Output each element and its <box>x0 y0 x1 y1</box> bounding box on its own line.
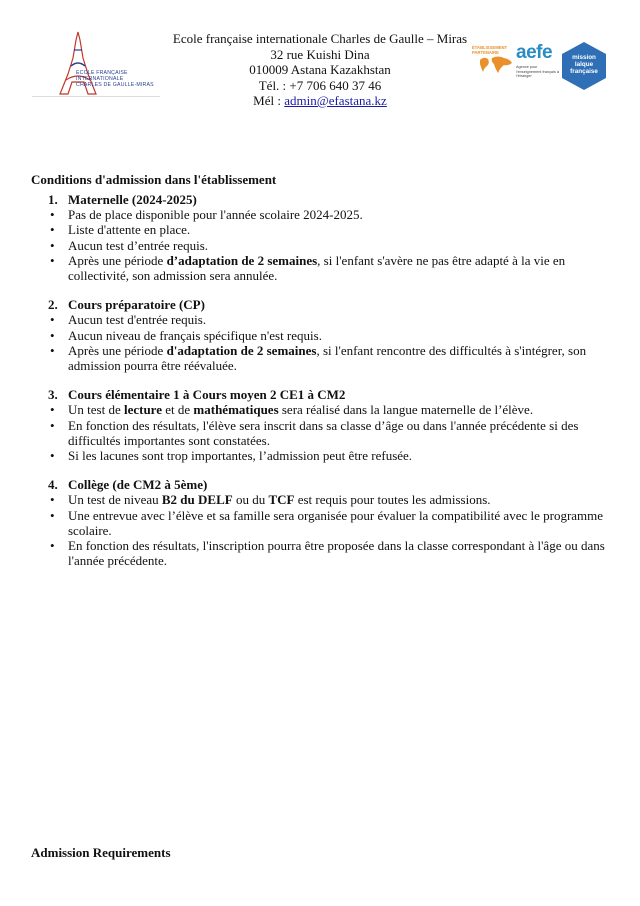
bullet: • <box>50 237 55 253</box>
list-item-emphasis: TCF <box>268 492 295 508</box>
english-section-title: Admission Requirements <box>31 845 171 860</box>
list-item-text: Aucun test d’entrée requis. <box>68 237 209 253</box>
list-item <box>48 492 618 507</box>
list-item-text: Liste d'attente en place. <box>68 222 191 238</box>
bullet: • <box>50 402 55 418</box>
section-heading-text: Collège (de CM2 à 5ème) <box>68 477 208 493</box>
aefe-mlf-logo <box>472 40 612 96</box>
email-link[interactable]: admin@efastana.kz <box>284 93 387 108</box>
section-heading-text: Maternelle (2024-2025) <box>68 192 197 207</box>
bullet: • <box>50 492 55 508</box>
list-item <box>48 207 618 222</box>
list-item-text: , si l'enfant rencontre des difficultés à s'intégrer, son admission pourra être réévaluée. <box>68 342 587 374</box>
bullet: • <box>50 312 55 328</box>
address-line: Ecole française internationale Charles de Gaulle – Miras <box>172 31 468 46</box>
section-heading <box>48 387 618 402</box>
phone-line: Tél. : +7 706 640 37 46 <box>258 77 382 93</box>
school-logo <box>32 28 162 100</box>
address-line: 32 rue Kuishi Dina <box>270 46 370 62</box>
section-number: 4. <box>48 477 58 493</box>
school-logo-line: CHARLES DE GAULLE-MIRAS <box>76 82 154 89</box>
list-item <box>48 238 618 253</box>
list-item <box>48 538 618 568</box>
section-number: 2. <box>48 297 58 313</box>
list-item <box>48 343 618 373</box>
school-logo-text <box>76 70 154 89</box>
page-title: Conditions d'admission dans l'établissement <box>31 172 277 187</box>
section-heading-text: Cours élémentaire 1 à Cours moyen 2 CE1 à CM2 <box>68 387 346 403</box>
aefe-subtitle: Agence pour l'enseignement français à l'étranger <box>516 65 559 79</box>
section-cp <box>48 297 618 373</box>
list-item-text: sera réalisé dans la langue maternelle de l’élève. <box>278 402 534 418</box>
list-item-text: Un test de <box>68 402 124 418</box>
section-heading-text: Cours préparatoire (CP) <box>68 297 205 313</box>
list-item-text: Aucun niveau de français spécifique n'est requis. <box>68 327 322 343</box>
bullet: • <box>50 342 55 358</box>
list-item-text: Après une période <box>68 252 167 268</box>
list-item <box>48 418 618 448</box>
bullet: • <box>50 327 55 343</box>
bullet: • <box>50 252 55 268</box>
list-item-emphasis: B2 du DELF <box>161 492 233 508</box>
section-number: 1. <box>48 192 58 207</box>
section-ce1-cm2 <box>48 387 618 463</box>
list-item-text: Une entrevue avec l’élève et sa famille sera organisée pour évaluer la compatibilité avec le programme scolaire. <box>68 507 604 538</box>
email-line <box>150 93 490 109</box>
list-item <box>48 222 618 237</box>
list-item-emphasis: d'adaptation de 2 semaines <box>166 342 317 358</box>
list-item-emphasis: d’adaptation de 2 semaines <box>166 252 318 268</box>
mlf-line: française <box>570 68 598 75</box>
list-item-text: est requis pour toutes les admissions. <box>294 492 491 508</box>
bullet: • <box>50 222 55 238</box>
list-item-emphasis: lecture <box>123 402 162 418</box>
list-item-text: ou du <box>232 492 269 508</box>
list-item-text: Aucun test d'entrée requis. <box>68 312 207 328</box>
list-item <box>48 328 618 343</box>
list-item-text: et de <box>162 402 194 418</box>
section-college <box>48 477 618 568</box>
list-item <box>48 312 618 327</box>
list-item-text: Un test de niveau <box>68 492 162 508</box>
section-heading <box>48 297 618 312</box>
bullet: • <box>50 448 55 464</box>
list-item-text: Si les lacunes sont trop importantes, l’admission peut être refusée. <box>68 448 413 464</box>
mlf-line: mission <box>572 54 596 61</box>
bullet: • <box>50 417 55 433</box>
logo-divider <box>32 96 160 97</box>
section-heading <box>48 477 618 492</box>
address-line: 010009 Astana Kazakhstan <box>249 62 391 77</box>
partner-establishment-label: ÉTABLISSEMENT PARTENAIRE <box>472 45 508 55</box>
list-item-text: En fonction des résultats, l'inscription pourra être proposée dans la classe correspondant à l'âge ou dans l'année précédente. <box>68 538 605 569</box>
mlf-line: laïque <box>574 61 594 68</box>
admission-conditions <box>48 192 618 582</box>
bullet: • <box>50 507 55 523</box>
school-logo-line: ECOLE FRANÇAISE <box>76 70 128 76</box>
list-item <box>48 402 618 417</box>
bullet: • <box>50 207 55 223</box>
list-item <box>48 448 618 463</box>
list-item-text: Après une période <box>68 342 167 358</box>
bullet: • <box>50 538 55 554</box>
section-number: 3. <box>48 387 58 403</box>
mlf-label <box>560 54 608 75</box>
email-label: Mél : <box>253 93 285 108</box>
school-logo-line: INTERNATIONALE <box>76 76 124 83</box>
list-item-emphasis: mathématiques <box>193 402 279 418</box>
world-map-icon <box>478 54 514 76</box>
section-heading <box>48 192 618 207</box>
aefe-wordmark: aefe <box>516 42 553 63</box>
section-maternelle <box>48 192 618 283</box>
list-item-text: Pas de place disponible pour l'année scolaire 2024-2025. <box>68 207 363 223</box>
list-item <box>48 253 618 283</box>
list-item-text: , si l'enfant s'avère ne pas être adapté à la vie en collectivité, son admission sera annulée. <box>68 252 566 284</box>
list-item <box>48 508 618 538</box>
list-item-text: En fonction des résultats, l'élève sera inscrit dans sa classe d’âge ou dans l'année précédente si des difficultés importantes sont constatées. <box>68 417 579 448</box>
school-address <box>150 31 490 109</box>
